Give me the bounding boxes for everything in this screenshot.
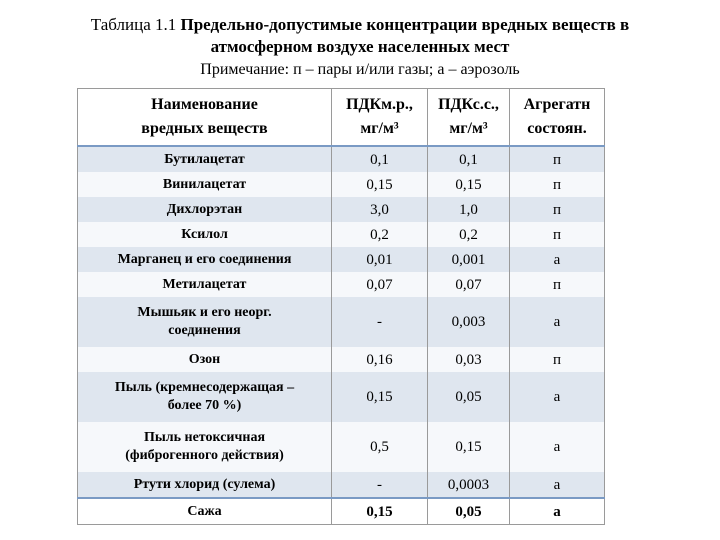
cell-aggregate-state: а [510,472,605,498]
cell-pdk-max-single: 0,16 [332,347,428,372]
table-row [78,247,605,272]
cell-substance-name: Пыль (кремнесодержащая – более 70 %) [78,372,332,422]
cell-substance-name: Пыль нетоксичная (фиброгенного действия) [78,422,332,472]
cell-substance-name: Ксилол [78,222,332,247]
table-row [78,297,605,347]
header-substance-name: Наименование вредных веществ [78,89,332,147]
cell-pdk-max-single: 0,5 [332,422,428,472]
cell-substance-name: Мышьяк и его неорг. соединения [78,297,332,347]
cell-pdk-daily-avg: 0,003 [428,297,510,347]
cell-aggregate-state: п [510,146,605,172]
table-header-row [78,89,605,147]
cell-pdk-max-single: 0,01 [332,247,428,272]
cell-pdk-max-single: - [332,297,428,347]
table-row [78,472,605,498]
cell-pdk-daily-avg: 1,0 [428,197,510,222]
cell-pdk-max-single: 0,2 [332,222,428,247]
header-aggregate-state: Агрегатн состоян. [510,89,605,147]
cell-aggregate-state: п [510,347,605,372]
cell-pdk-daily-avg: 0,001 [428,247,510,272]
page-heading [0,14,720,81]
table-row [78,498,605,525]
cell-aggregate-state: а [510,372,605,422]
cell-pdk-daily-avg: 0,03 [428,347,510,372]
table-note: Примечание: п – пары и/или газы; а – аэрозоль [200,61,520,78]
table-row [78,222,605,247]
table-row [78,146,605,172]
cell-substance-name: Ртути хлорид (сулема) [78,472,332,498]
table-row [78,347,605,372]
cell-pdk-max-single: 3,0 [332,197,428,222]
cell-pdk-daily-avg: 0,05 [428,372,510,422]
cell-pdk-daily-avg: 0,15 [428,172,510,197]
cell-substance-name: Бутилацетат [78,146,332,172]
table-row [78,172,605,197]
cell-substance-name: Озон [78,347,332,372]
cell-pdk-max-single: 0,07 [332,272,428,297]
cell-substance-name: Метилацетат [78,272,332,297]
cell-pdk-max-single: 0,15 [332,172,428,197]
cell-pdk-max-single: 0,15 [332,498,428,525]
cell-pdk-daily-avg: 0,0003 [428,472,510,498]
cell-aggregate-state: п [510,222,605,247]
cell-substance-name: Дихлорэтан [78,197,332,222]
cell-pdk-daily-avg: 0,07 [428,272,510,297]
cell-aggregate-state: п [510,172,605,197]
table-row [78,272,605,297]
header-pdk-daily-avg: ПДКс.с., мг/м³ [428,89,510,147]
cell-aggregate-state: а [510,247,605,272]
cell-aggregate-state: п [510,197,605,222]
table-row [78,197,605,222]
table-row [78,422,605,472]
table-title [0,14,720,36]
cell-aggregate-state: а [510,498,605,525]
cell-pdk-daily-avg: 0,1 [428,146,510,172]
cell-pdk-daily-avg: 0,15 [428,422,510,472]
cell-pdk-max-single: 0,1 [332,146,428,172]
cell-substance-name: Сажа [78,498,332,525]
table-row [78,372,605,422]
cell-substance-name: Марганец и его соединения [78,247,332,272]
table-title-line-2: атмосферном воздухе населенных мест [210,37,510,56]
cell-pdk-max-single: 0,15 [332,372,428,422]
table-number: Таблица 1.1 [90,15,177,34]
cell-pdk-daily-avg: 0,2 [428,222,510,247]
cell-pdk-daily-avg: 0,05 [428,498,510,525]
header-pdk-max-single: ПДКм.р., мг/м³ [332,89,428,147]
cell-aggregate-state: а [510,422,605,472]
cell-aggregate-state: а [510,297,605,347]
cell-substance-name: Винилацетат [78,172,332,197]
table-title-line-1: Предельно-допустимые концентрации вредных веществ в [180,15,630,34]
cell-pdk-max-single: - [332,472,428,498]
cell-aggregate-state: п [510,272,605,297]
concentration-table [77,88,605,525]
